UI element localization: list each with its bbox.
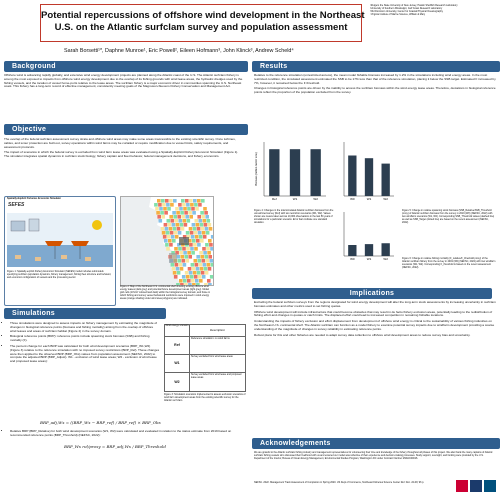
bar-W1 [290, 149, 300, 196]
map-grid-cell [209, 227, 213, 231]
objective-text [4, 138, 244, 161]
tick-label-W1: W1 [366, 257, 372, 261]
map-grid-cell [205, 215, 209, 219]
map-grid-cell [164, 239, 168, 243]
tick-label-W0: W0 [350, 197, 355, 201]
map-grid-cell [155, 207, 159, 211]
map-grid-cell [184, 211, 188, 215]
poster-title-box [40, 4, 365, 42]
map-grid-cell [196, 239, 200, 243]
bar-Ref [269, 149, 279, 196]
map-grid-cell [186, 275, 190, 279]
sefes-logo: SEFES [8, 201, 25, 208]
map-grid-cell [199, 263, 203, 267]
map-grid-cell [158, 203, 162, 207]
map-grid-cell [207, 251, 211, 255]
tick-label-Ref: Ref [271, 197, 277, 201]
map-grid-cell [177, 227, 181, 231]
sefes-diagram [5, 211, 115, 269]
map-grid-cell [169, 243, 173, 247]
map-grid-cell [156, 211, 160, 215]
fig6-svg [336, 208, 398, 266]
map-grid-cell [199, 235, 203, 239]
map-grid-cell [207, 279, 211, 283]
map-grid-cell [201, 271, 205, 275]
implications-text [254, 301, 496, 339]
map-grid-cell [173, 199, 177, 203]
author-list: Sarah Borsetti¹*, Daphne Munroe¹, Eric Powell², Eileen Hofmann³, John Klinck³, Andrew Scheld⁴ [64, 48, 294, 54]
figure-5-caption: Figure 5: Change in relative spawning stock biomass (SSB_Relative/SSB_Threshold proxy) of Atlantic surfclam biomass from the survey in 2019 (W0) (NEFSC, 2022) with two windfarm scenarios (W1, W2). Corresponding SSB_Threshold values (dashed line) as well as SSB_Target (dotted line) are based on the recent assessment (NEFSC, 2022). [402, 209, 495, 224]
map-grid-cell [165, 199, 169, 203]
tick-label-W2: W2 [383, 257, 388, 261]
map-grid-cell [200, 211, 204, 215]
map-grid-cell [188, 255, 192, 259]
map-grid-cell [178, 259, 182, 263]
map-grid-cell [189, 215, 193, 219]
map-grid-cell [183, 251, 187, 255]
map-grid-cell [198, 275, 202, 279]
map-grid-cell [198, 231, 202, 235]
implications-paragraph-3: Understanding the impacts of fishery exclusion and effort displacement from development of offshore wind energy is critical to the sustainability of various fishing industries on the Northeast U.S. continental shelf. The Atlantic surfclam can function as a model fishery to examine potential survey impacts due to windfarm development providing a coarse understanding of the magnitude of changes in survey reliability in estimating reference points. [254, 319, 495, 331]
map-grid-cell [194, 203, 198, 207]
map-grid-cell [179, 279, 183, 283]
map-grid-cell [174, 231, 178, 235]
map-grid-cell [180, 211, 184, 215]
map-grid-cell [206, 247, 210, 251]
map-grid-cell [194, 247, 198, 251]
map-grid-cell [187, 219, 191, 223]
map-grid-cell [186, 259, 190, 263]
figure-4-caption: Figure 4: Changes in the total simulated Atlantic surfclam biomass from the unrestricted survey (Ref) with two restriction scenarios (W1, W2). Values shown are means taken across 10,000 observations in the last 50 years of simulations for a particular scenario. Error bars indicate one standard deviation. [254, 209, 334, 224]
map-grid-cell [172, 239, 176, 243]
map-grid-cell [164, 211, 168, 215]
map-grid-cell [186, 203, 190, 207]
map-grid-cell [172, 211, 176, 215]
map-grid-cell [177, 271, 181, 275]
objective-title: Objective [12, 126, 47, 133]
figure-3-table [164, 324, 246, 392]
map-grid-cell [190, 247, 194, 251]
fig3-row-ref [165, 337, 245, 355]
map-grid-cell [208, 239, 212, 243]
simulations-text [4, 322, 160, 366]
poster-title-line2: U.S. on the Atlantic surfclam survey and population assessment [54, 22, 348, 33]
map-grid-cell [196, 255, 200, 259]
map-canvas [121, 197, 213, 285]
map-grid-cell [202, 247, 206, 251]
proposed-lease-area [169, 253, 177, 263]
map-grid-cell [203, 207, 207, 211]
map-grid-cell [204, 211, 208, 215]
map-grid-cell [203, 263, 207, 267]
map-grid-cell [210, 247, 213, 251]
results-text [254, 74, 496, 97]
acknowledgements-text: We are grateful to the Atlantic surfclam fishing industry and management representatives for volunteering their time and knowledge of the fishery throughout all phases of this project. We also thank the many captains of Atlantic surfclam fishing vessels who discussed their livelihood with us and ensured our model was reflective of their experience and decision-making processes. Study support, oversight, and funding were provided by the U.S. Department of the Interior, Bureau of Ocean Energy Management, Environmental Studies Program, Washington DC under Contract Number M19AC00016. [254, 451, 493, 460]
bar-W2 [311, 149, 321, 196]
tick-label-W2: W2 [313, 197, 318, 201]
map-grid-cell [175, 219, 179, 223]
map-grid-cell [179, 251, 183, 255]
map-grid-cell [175, 235, 179, 239]
map-grid-cell [176, 223, 180, 227]
figure-2-caption: Figure 2: Map of the Northeast U.S. continental shelf showing existing offshore wind energy leases (dark grey) and potential future development areas (light grey). Model grid cells (10'x10' colored land dark) within the biological survey domain, and those in which fishing and survey vessel behavioral restrictions were imposed in wind energy areas (orange shading under wind area polygons) are indicated. [120, 285, 211, 300]
map-grid-cell [191, 235, 195, 239]
map-grid-cell [159, 219, 163, 223]
map-grid-cell [183, 219, 187, 223]
map-grid-cell [189, 243, 193, 247]
map-grid-cell [173, 271, 177, 275]
map-grid-cell [157, 199, 161, 203]
map-grid-cell [163, 235, 167, 239]
map-grid-cell [204, 267, 208, 271]
y-axis-label: Biomass (million metric tons) [255, 152, 258, 186]
figure-1-caption: Figure 1: Spatially-explicit Fishery Economic Simulator (SEFES) model includes submodels specifying surfclam population dynamics, fishery management, fishing fleet structure and behavior, and economic configuration of vessels and the processing sector. [7, 270, 112, 279]
map-grid-cell [185, 215, 189, 219]
map-grid-cell [173, 215, 177, 219]
map-grid-cell [167, 207, 171, 211]
map-grid-cell [200, 239, 204, 243]
results-paragraph-1: Relative to the reference simulation (unrestricted access), the mean model fishable biomass increased by 1.2% in the simulations including wind energy areas. In the most restricted condition, the simulated assessment estimated the SSB to be 17% less than that of the reference simulation, placing it below the SSB target. Estimated F increased by 7%, however, it remained below the F threshold. [254, 73, 496, 85]
implications-title: Implications [349, 290, 395, 297]
tick-label-W2: W2 [383, 197, 388, 201]
map-grid-cell [202, 259, 206, 263]
map-grid-cell [192, 223, 196, 227]
map-grid-cell [189, 227, 193, 231]
map-grid-cell [193, 243, 197, 247]
map-grid-cell [162, 203, 166, 207]
implications-paragraph-1: Excluding the federal surfclam surveys from the regions designated for wind energy development will alter the long-term stock assessments by increasing uncertainty in surfclam biomass estimates and other metrics used to set fishing quotas. [254, 300, 496, 308]
map-grid-cell [161, 215, 165, 219]
map-grid-cell [193, 271, 197, 275]
acknowledgements-title: Acknowledgements [260, 440, 331, 447]
map-grid-cell [187, 207, 191, 211]
map-grid-cell [211, 263, 213, 267]
map-grid-cell [157, 215, 161, 219]
bar-W1 [365, 158, 373, 196]
map-grid-cell [195, 207, 199, 211]
map-grid-cell [167, 219, 171, 223]
map-grid-cell [171, 263, 175, 267]
objective-header [4, 124, 248, 135]
map-grid-cell [186, 231, 190, 235]
map-grid-cell [178, 203, 182, 207]
map-grid-cell [199, 219, 203, 223]
map-grid-cell [192, 211, 196, 215]
results-paragraph-2: Changes in biological reference points are driven by the inability to access the surfclam biomass within the wind energy lease areas. Therefore, deviations in biological reference points reflect the proportion of the population excluded from the survey. [254, 86, 496, 95]
map-grid-cell [188, 211, 192, 215]
figure-4-chart [254, 136, 330, 206]
simulations-bullet-3: • The percent change for each BRP was calculated for both wind development scenarios (BRP_W1,W2) (Figure 3) relative to the reference simulation with no imposed survey restrictions (BRP_Ref). These changes were then applied to the observed BRP (BRP_Obs) values from population assessment (NEFSC, 2022) to compute the adjusted BRP (BRP_Adjust). W1 - exclusion of wind lease areas; W2 - exclusion of wind lease and proposed lease areas): [10, 345, 160, 364]
map-grid-cell [190, 231, 194, 235]
fig3-row-ref-label: Ref [165, 337, 190, 354]
map-grid-cell [180, 255, 184, 259]
map-grid-cell [193, 199, 197, 203]
bar-W2 [382, 243, 390, 256]
simulations-title: Simulations [12, 310, 55, 317]
implications-paragraph-4: Robust plans for this and other fisheries are needed to adapt survey data collection to offshore wind development areas to reduce survey bias and uncertainty. [254, 332, 471, 337]
affiliations [370, 5, 496, 17]
map-grid-cell [195, 263, 199, 267]
map-grid-cell [200, 255, 204, 259]
map-grid-cell [179, 219, 183, 223]
bar-W0 [348, 245, 356, 256]
tick-label-W0: W0 [350, 257, 355, 261]
map-grid-cell [205, 227, 209, 231]
wind-lease-area [179, 237, 189, 245]
map-grid-cell [186, 247, 190, 251]
references-text: NEFSC. 2022. Management Track Assessment of Completion in Spring 2020. US Dept of Commerce, Northeast Fisheries Science Center Ref. Doc. 22-09; 96 p. [254, 481, 425, 484]
map-grid-cell [181, 227, 185, 231]
map-grid-cell [188, 267, 192, 271]
map-grid-cell [199, 251, 203, 255]
map-grid-cell [187, 251, 191, 255]
map-grid-cell [194, 275, 198, 279]
simulations-bullet-2: • Biological reference points (BRP): reference points include spawning stock biomass (SSB) and fishing mortality (F). [10, 335, 160, 343]
map-grid-cell [181, 199, 185, 203]
map-grid-cell [203, 219, 207, 223]
map-grid-cell [198, 259, 202, 263]
institution-logos [456, 480, 496, 494]
map-grid-cell [197, 215, 201, 219]
fig3-row-ref-desc: Reference simulation: no wind farms [191, 337, 230, 340]
map-grid-cell [178, 231, 182, 235]
map-grid-cell [171, 235, 175, 239]
fig3-row-w2-label: W2 [165, 373, 190, 391]
map-grid-cell [192, 239, 196, 243]
map-grid-cell [208, 223, 212, 227]
map-grid-cell [200, 267, 204, 271]
fig3-row-w2-desc: Survey excluded from wind lease and proposed lease areas [191, 373, 242, 379]
acknowledgements-header [252, 438, 500, 449]
map-grid-cell [165, 243, 169, 247]
map-grid-cell [194, 231, 198, 235]
map-grid-cell [201, 215, 205, 219]
affiliation-4: ⁴Virginia Institute of Marine Science, William & Mary [370, 12, 426, 16]
map-grid-cell [184, 223, 188, 227]
map-grid-cell [174, 247, 178, 251]
map-grid-cell [194, 259, 198, 263]
map-grid-cell [209, 243, 213, 247]
map-grid-cell [189, 199, 193, 203]
fig3-row-w1 [165, 355, 245, 373]
tick-label-W1: W1 [292, 197, 298, 201]
map-grid-cell [195, 219, 199, 223]
logo-odu [484, 480, 496, 492]
map-grid-cell [180, 267, 184, 271]
map-grid-cell [167, 235, 171, 239]
bar-W0 [348, 156, 356, 197]
background-header [4, 61, 248, 72]
map-grid-cell [169, 215, 173, 219]
map-grid-cell [172, 223, 176, 227]
map-grid-cell [189, 271, 193, 275]
map-grid-cell [196, 223, 200, 227]
results-header [252, 61, 500, 72]
map-grid-cell [175, 263, 179, 267]
map-grid-cell [173, 227, 177, 231]
map-grid-cell [192, 267, 196, 271]
map-grid-cell [210, 259, 214, 263]
affiliation-1: ¹Rutgers the State University of New Jersey, Haskin Shellfish Research Laboratory [370, 4, 458, 7]
fig3-row-w1-desc: Survey excluded from wind lease areas [191, 355, 233, 358]
map-grid-cell [191, 279, 195, 283]
simulations-bullet-4-container [4, 430, 244, 440]
logo-rutgers [456, 480, 468, 492]
map-grid-cell [171, 219, 175, 223]
map-grid-cell [182, 203, 186, 207]
results-title: Results [260, 63, 288, 70]
map-grid-cell [176, 211, 180, 215]
implications-header [252, 288, 492, 299]
figure-1-title: Spatially-Explicit Fisheries Economic Simulator [7, 197, 62, 200]
map-grid-cell [165, 227, 169, 231]
map-grid-cell [168, 239, 172, 243]
map-grid-cell [187, 279, 191, 283]
figure-5-chart [336, 136, 398, 206]
map-grid-cell [210, 275, 213, 279]
map-grid-cell [161, 227, 165, 231]
map-grid-cell [169, 227, 173, 231]
map-grid-cell [197, 199, 201, 203]
map-grid-cell [202, 275, 206, 279]
implications-paragraph-2: Offshore wind development will include infrastructure that could become obstacles that may result in de facto fishery exclusion areas, potentially leading to the redistribution of fishing effort and changes in quotas or catch limits. The displaced effort could lead to increased competition in remaining fishable locations. [254, 309, 493, 318]
fig3-row-w1-label: W1 [165, 355, 190, 372]
map-grid-cell [202, 231, 206, 235]
map-grid-cell [183, 207, 187, 211]
poster-title-line1: Potential repercussions of offshore wind development in the Northeast [41, 10, 365, 21]
map-grid-cell [182, 259, 186, 263]
map-grid-cell [180, 223, 184, 227]
map-grid-cell [204, 255, 208, 259]
map-grid-cell [154, 203, 158, 207]
map-grid-cell [197, 243, 201, 247]
figure-2-map [120, 196, 214, 286]
map-grid-cell [162, 231, 166, 235]
map-grid-cell [200, 223, 204, 227]
map-grid-cell [174, 275, 178, 279]
map-grid-cell [166, 203, 170, 207]
map-grid-cell [172, 267, 176, 271]
simulations-header [4, 308, 166, 319]
map-grid-cell [196, 267, 200, 271]
map-grid-cell [191, 251, 195, 255]
map-grid-cell [175, 207, 179, 211]
map-grid-cell [204, 223, 208, 227]
map-grid-cell [169, 199, 173, 203]
map-grid-cell [207, 263, 211, 267]
map-grid-cell [206, 231, 210, 235]
map-grid-cell [177, 215, 181, 219]
affiliation-3: ³Old Dominion University, Center for Coastal Physical Oceanography [370, 9, 443, 13]
map-grid-cell [185, 271, 189, 275]
map-grid-cell [205, 243, 209, 247]
fig3-header-description: Description [209, 328, 225, 332]
objective-paragraph-2: The impact of scenarios in which the federal survey is excluded from wind farm lease areas was evaluated using a Spatially-Explicit Fishery Economic Simulator (Figure 1). The simulator integrates spatial dynamics in surfclam stock biology, fishery captain and fleet behavior, federal management decisions, and fishery economics. [4, 150, 239, 159]
map-grid-cell [179, 207, 183, 211]
map-grid-cell [159, 207, 163, 211]
map-grid-cell [198, 203, 202, 207]
background-text: Offshore wind is advancing rapidly globally, and extensive wind energy development projects are planned along the Atlantic coast of the U.S. The Atlantic surfclam fishery is among the most exposed to impacts from offshore wind energy development due to the overlap of its fishing grounds with wind lease areas, the hydraulic dredges used by the fishing vessels, and the location of vessel home-ports relative to the lease areas. The surfclam fishery is a major economic driver in communities spanning the U.S. Northeast coast. This fishery has a long-term record of effective management, consistently meeting goals of the Magnuson-Stevens Fishery Conservation and Management Act. [4, 73, 243, 89]
map-grid-cell [205, 271, 209, 275]
figure-6-caption: Figure 6: Change in relative fishing mortality (F_relative/F_threshold proxy) of the Atlantic surfclam fishery from the survey in 2019 (W0) (NEFSC, 2022) with two windfarm scenarios (W1, W2). Corresponding F_threshold is based on the recent assessment (NEFSC, 2022). [402, 257, 496, 269]
equation-1: BRP_adj,Wx = ((BRP_Wx − BRP_ref) / BRP_ref) × BRP_Obs [40, 420, 161, 425]
map-grid-cell [166, 247, 170, 251]
map-grid-cell [170, 231, 174, 235]
figure-1-panel [4, 196, 116, 306]
simulations-bullet-4: • Relative BRP (BRP_Relative) for both wind development scenarios (W1, W2) were calculated and evaluated in relation to the status estimate from 2019 based on recommended reference points (BRP_Threshold) (NEFSC, 2022): [10, 430, 244, 438]
figure-3-caption: Figure 3: Simulation scenarios implemented to assess exclusion scenarios of wind farm development areas from the existing scientific survey for the Atlantic surf clam. [164, 393, 246, 402]
bar-W1 [365, 244, 373, 256]
fig5-svg [336, 136, 398, 206]
map-grid-cell [195, 235, 199, 239]
map-grid-cell [168, 223, 172, 227]
fig3-header-scenario: Wind energy scenario [165, 325, 190, 336]
map-grid-cell [182, 275, 186, 279]
map-grid-cell [166, 231, 170, 235]
tick-label-W1: W1 [366, 197, 372, 201]
map-grid-cell [206, 259, 210, 263]
fig4-svg [254, 136, 330, 206]
map-grid-cell [182, 247, 186, 251]
map-grid-cell [183, 263, 187, 267]
map-grid-cell [178, 247, 182, 251]
map-grid-cell [184, 255, 188, 259]
map-grid-cell [190, 203, 194, 207]
map-grid-cell [164, 223, 168, 227]
map-grid-cell [193, 227, 197, 231]
map-grid-cell [208, 267, 212, 271]
bar-W2 [382, 164, 390, 196]
map-grid-cell [201, 227, 205, 231]
map-grid-cell [191, 263, 195, 267]
map-grid-cell [197, 227, 201, 231]
map-grid-cell [185, 199, 189, 203]
map-grid-cell [176, 267, 180, 271]
map-grid-cell [183, 279, 187, 283]
map-grid-cell [190, 275, 194, 279]
map-grid-cell [203, 235, 207, 239]
map-grid-cell [191, 207, 195, 211]
map-grid-cell [170, 203, 174, 207]
background-title: Background [12, 63, 56, 70]
map-grid-cell [199, 279, 203, 283]
map-grid-cell [201, 199, 205, 203]
map-grid-cell [160, 211, 164, 215]
map-grid-cell [211, 235, 213, 239]
affiliation-2: ²University of Southern Mississippi, Gulf Coast Research Laboratory [370, 6, 443, 10]
figure-6-chart [336, 208, 398, 266]
map-grid-cell [208, 255, 212, 259]
map-grid-cell [207, 219, 211, 223]
map-grid-cell [181, 215, 185, 219]
map-grid-cell [203, 251, 207, 255]
simulations-bullet-1: • Three simulations were designed to assess impacts on fishery management by estimating the magnitude of changes in biological reference points (biomass and fishing mortality) arising from the overlap of offshore wind leases and areas of surfclam habitat (Figure 2) in the survey domain. [10, 322, 160, 333]
objective-paragraph-1: The overlap of the federal surfclam assessment survey strata and offshore wind areas may make some areas inaccessible to the existing scientific survey. Once turbines, cables, and scour protection are built out, survey operations within wind farms may be curtailed or require modification due to vessel limits, safety requirements, and assessment protocols. [4, 137, 236, 149]
logo-usm [470, 480, 482, 492]
map-grid-cell [161, 199, 165, 203]
equation-2: BRP_Wx rel/proxy = BRP_adj,Wx / BRP_Threshold [64, 444, 166, 449]
map-grid-cell [163, 207, 167, 211]
map-grid-cell [197, 271, 201, 275]
fig3-row-w2 [165, 373, 245, 391]
map-grid-cell [195, 279, 199, 283]
map-grid-cell [179, 263, 183, 267]
